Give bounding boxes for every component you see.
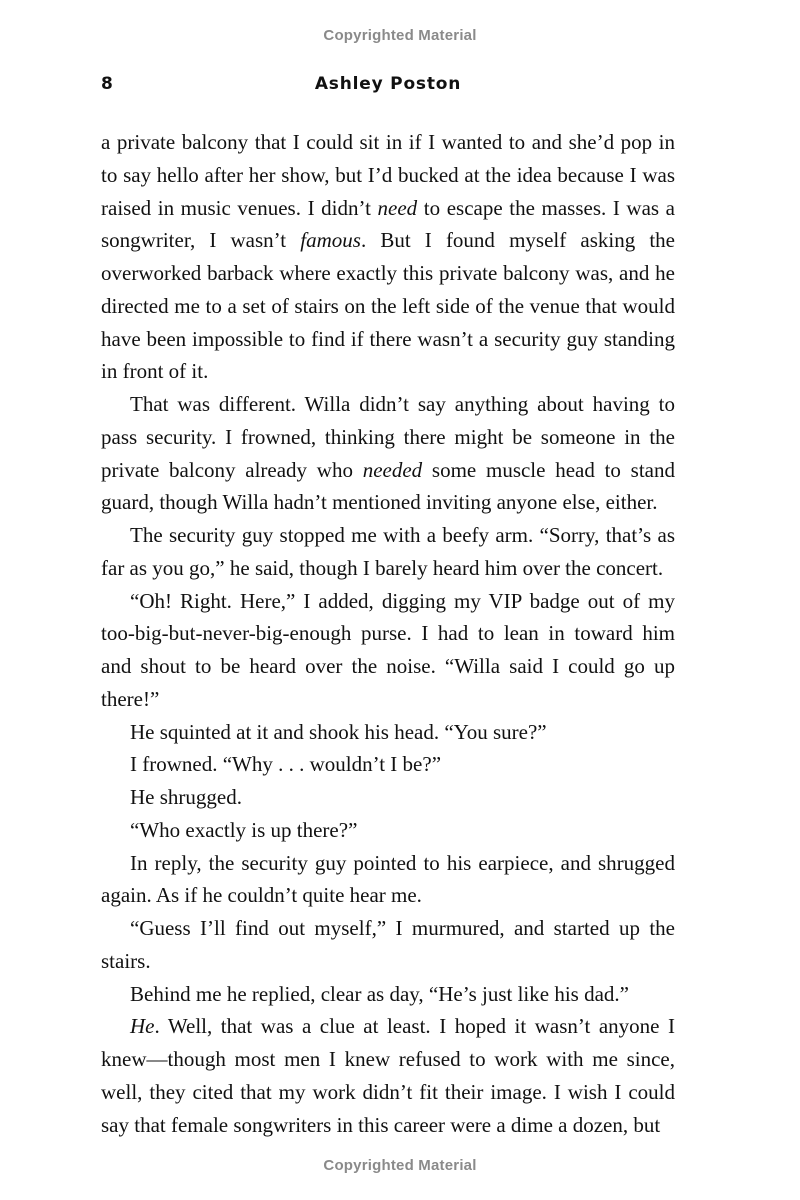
paragraph: Behind me he replied, clear as day, “He’s just like his dad.” [130,981,629,1006]
paragraph: I frowned. “Why . . . wouldn’t I be?” [130,752,442,777]
paragraph: The security guy stopped me with a beefy arm. “Sorry, that’s as far as you go,” he said, though I barely heard him over the concert. [101,523,675,580]
paragraph: “Oh! Right. Here,” I added, digging my VIP badge out of my too-big-but-never-big-enough purse. I had to lean in toward him and shout to be heard over the noise. “Willa said I could go up there!” [101,588,675,711]
paragraph: He shrugged. [130,785,242,809]
paragraph: In reply, the security guy pointed to his earpiece, and shrugged again. As if he couldn’t quite hear me. [101,850,675,908]
page-number: 8 [101,74,114,94]
paragraph: “Guess I’ll find out myself,” I murmured, and started up the stairs. [101,916,675,973]
copyright-watermark-top: Copyrighted Material [323,27,477,44]
paragraph: “Who exactly is up there?” [130,817,358,842]
emphasis: needed [362,457,423,482]
paragraph: That was different. Willa didn’t say anything about having to pass security. I frowned, thinking there might be someone in the private balcony already who needed some muscle head to stand guard, though Willa hadn’t mentioned inviting anyone else, either. [101,392,675,515]
emphasis: need [377,195,418,220]
running-head [101,74,675,100]
emphasis: famous [300,228,361,253]
paragraph: a private balcony that I could sit in if I wanted to and she’d pop in to say hello after her show, but I’d bucked at the idea because I was raised in music venues. I didn’t need to escape the masses. I was a songwriter, I wasn’t famous. But I found myself asking the overworked barback where exactly this private balcony was, and he directed me to a set of stairs on the left side of the venue that would have been impossible to find if there wasn’t a security guy standing in front of it. [101,130,675,384]
author-name: Ashley Poston [314,74,462,94]
copyright-watermark-bottom: Copyrighted Material [323,1157,477,1174]
body-text [101,126,675,1141]
paragraph: He squinted at it and shook his head. “You sure?” [130,719,547,744]
paragraph: He. Well, that was a clue at least. I hoped it wasn’t anyone I knew—though most men I knew refused to work with me since, well, they cited that my work didn’t fit their image. I wish I could say that female songwriters in this career were a dime a dozen, but [101,1014,675,1137]
emphasis: He [130,1014,155,1039]
